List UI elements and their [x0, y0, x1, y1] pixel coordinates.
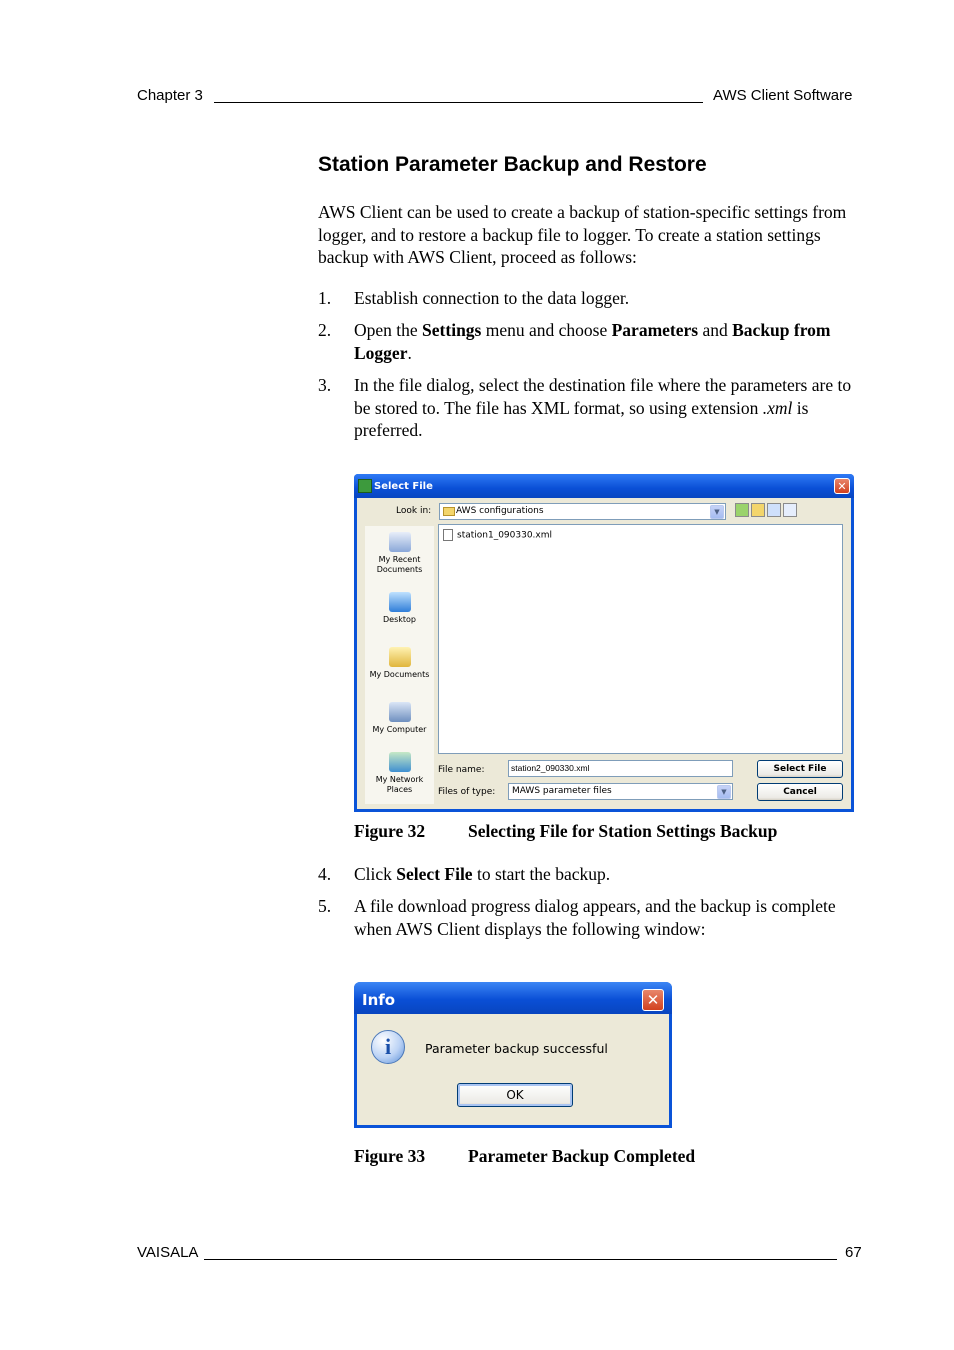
dialog-title: Select File [374, 481, 433, 492]
place-my-computer[interactable]: My Computer [365, 702, 434, 735]
step-number: 3. [318, 375, 332, 395]
header-title: AWS Client Software [713, 87, 853, 104]
figure-title: Parameter Backup Completed [468, 1146, 696, 1166]
look-in-value: AWS configurations [456, 506, 544, 516]
place-my-documents[interactable]: My Documents [365, 647, 434, 680]
close-icon[interactable]: ✕ [834, 478, 850, 494]
recent-documents-icon [389, 532, 411, 552]
app-icon [358, 479, 372, 493]
figure-label: Figure 33 [354, 1146, 426, 1166]
places-bar [365, 526, 434, 804]
chevron-down-icon[interactable]: ▼ [710, 505, 724, 519]
list-item[interactable]: station1_090330.xml [443, 529, 552, 541]
dialog-titlebar [354, 474, 854, 498]
xml-file-icon [443, 529, 453, 541]
step-text: Open the Settings menu and choose Parameters and Backup from Logger. [354, 320, 831, 363]
information-icon: i [371, 1030, 405, 1064]
step-number: 4. [318, 864, 332, 884]
close-icon[interactable]: ✕ [642, 989, 664, 1011]
details-view-icon[interactable] [783, 503, 797, 517]
file-type-value: MAWS parameter files [512, 786, 612, 796]
page-number: 67 [845, 1244, 862, 1261]
cancel-button[interactable]: Cancel [757, 783, 843, 801]
dialog-body [357, 1014, 669, 1125]
my-computer-icon [389, 702, 411, 722]
info-dialog [354, 982, 672, 1128]
dialog-body [357, 498, 851, 809]
dialog-titlebar [354, 982, 672, 1014]
step-number: 5. [318, 896, 332, 916]
my-documents-icon [389, 647, 411, 667]
step-text: In the file dialog, select the destination file where the parameters are to be stored to. The file has XML format, so using extension .xml is preferred. [354, 375, 852, 440]
footer-company: VAISALA [137, 1244, 199, 1261]
folder-icon [443, 507, 455, 516]
up-folder-icon[interactable] [735, 503, 749, 517]
place-network[interactable]: My Network Places [365, 752, 434, 795]
new-folder-icon[interactable] [751, 503, 765, 517]
desktop-icon [389, 592, 411, 612]
footer-rule [204, 1259, 837, 1260]
select-file-button[interactable]: Select File [757, 760, 843, 778]
step-text: Establish connection to the data logger. [354, 288, 630, 308]
section-title: Station Parameter Backup and Restore [318, 153, 707, 176]
file-name-input[interactable]: station2_090330.xml [508, 760, 733, 777]
file-type-label: Files of type: [438, 787, 496, 797]
chevron-down-icon[interactable]: ▼ [717, 785, 731, 799]
look-in-combo[interactable] [439, 503, 726, 520]
step-number: 1. [318, 288, 332, 308]
view-menu-icon[interactable] [767, 503, 781, 517]
step-number: 2. [318, 320, 332, 340]
ok-button[interactable]: OK [457, 1083, 573, 1107]
file-type-combo[interactable] [508, 783, 733, 800]
figure-label: Figure 32 [354, 821, 426, 841]
info-message: Parameter backup successful [425, 1041, 608, 1056]
file-list[interactable] [438, 524, 843, 754]
step-text: Click Select File to start the backup. [354, 864, 611, 884]
step-text: A file download progress dialog appears, and the backup is complete when AWS Client displays the following window: [354, 896, 836, 939]
network-places-icon [389, 752, 411, 772]
place-desktop[interactable]: Desktop [365, 592, 434, 625]
figure-title: Selecting File for Station Settings Backup [468, 821, 778, 841]
header-rule [214, 102, 703, 103]
dialog-title: Info [362, 991, 396, 1009]
header-chapter: Chapter 3 [137, 87, 203, 104]
look-in-label: Look in: [396, 506, 432, 516]
select-file-dialog [354, 474, 854, 812]
place-recent[interactable]: My Recent Documents [365, 532, 434, 575]
intro-paragraph: AWS Client can be used to create a backup of station-specific settings from logger, and to restore a backup file to logger. To create a station settings backup with AWS Client, proceed as follows: [318, 202, 847, 267]
file-name-label: File name: [438, 765, 485, 775]
